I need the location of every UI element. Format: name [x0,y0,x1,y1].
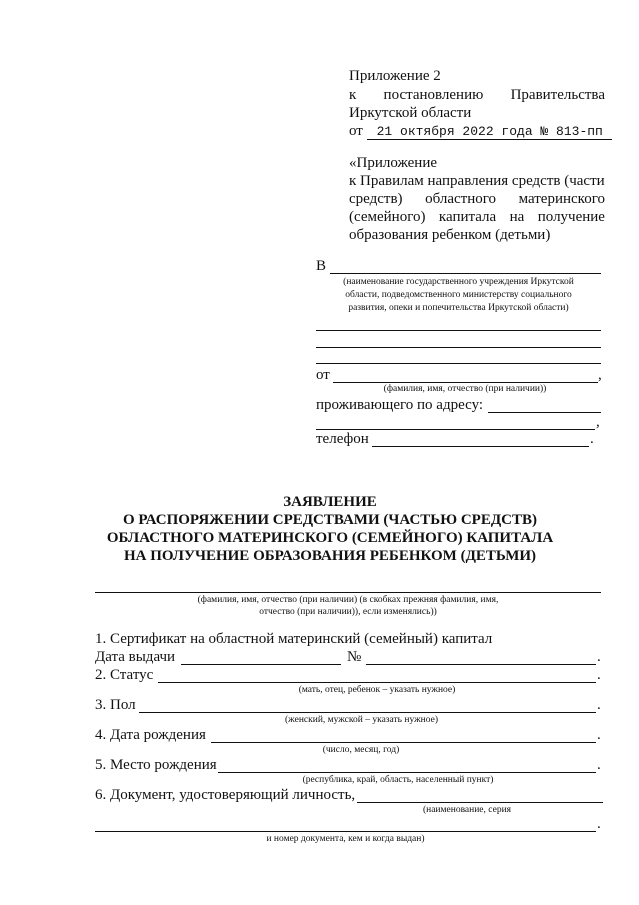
issue-dot: . [597,649,601,665]
birth-date-hint: (число, месяц, год) [322,745,400,755]
title-line-4: НА ПОЛУЧЕНИЕ ОБРАЗОВАНИЯ РЕБЕНКОМ (ДЕТЬМИ) [123,548,537,564]
certificate-label: 1. Сертификат на областной материнский (семейный) капитал [95,631,493,647]
rules-line-4 [349,209,605,226]
appendix-line-3: Иркутской области [349,105,472,121]
applicant-hint-2: отчество (при наличии)), если изменялись)) [259,607,437,617]
birth-place-label: 5. Место рождения [95,757,217,773]
rules-line-1: «Приложение [349,155,438,171]
id-hint-1: (наименование, серия [422,805,512,815]
sex-label: 3. Пол [95,697,136,713]
rules-3b: областного [425,191,497,207]
issue-date-line[interactable] [181,664,341,665]
to-hint-3: развития, опеки и попечительства Иркутской области) [348,303,569,313]
rules-4a: (семейного) [349,209,426,225]
birth-place-hint: (республика, край, область, населенный пункт) [302,775,494,785]
rules-line-2: к Правилам направления средств (части [349,173,605,189]
phone-line[interactable] [372,446,589,447]
to-line-2[interactable] [316,330,601,331]
sex-hint: (женский, мужской – указать нужное) [285,715,438,725]
to-hint-1: (наименование государственного учреждения Иркутской [343,277,574,287]
appendix-k: к [349,87,357,103]
rules-3c: материнского [518,191,605,207]
rules-line-3 [349,191,605,208]
sex-dot: . [597,697,601,713]
certificate-number-line[interactable] [366,664,596,665]
birth-place-line[interactable] [218,772,596,773]
to-prefix: В [316,258,327,274]
birth-date-dot: . [597,727,601,743]
birth-date-line[interactable] [211,742,596,743]
rules-4d: получение [537,209,605,225]
address-line-1[interactable] [488,412,601,413]
appendix-line-1: Приложение 2 [349,68,441,84]
appendix-resolution: постановлению [383,87,484,103]
appendix-date-row [349,123,612,140]
sex-line[interactable] [139,712,596,713]
rules-4c: на [509,209,525,225]
rules-line-5: образования ребенком (детьми) [349,227,551,243]
id-document-line-2[interactable] [95,831,596,832]
status-hint: (мать, отец, ребенок – указать нужное) [298,685,456,695]
address-comma: , [596,414,600,430]
number-sign: № [347,649,362,665]
from-line[interactable] [333,382,598,383]
birth-date-label: 4. Дата рождения [95,727,206,743]
address-label: проживающего по адресу: [316,397,484,413]
applicant-line[interactable] [95,592,601,593]
appendix-date-value: 21 октября 2022 года № 813-пп [367,124,612,140]
id-document-label: 6. Документ, удостоверяющий личность, [95,787,356,803]
rules-4b: капитала [438,209,497,225]
address-line-2[interactable] [316,429,595,430]
from-hint: (фамилия, имя, отчество (при наличии)) [383,384,547,394]
birth-place-dot: . [597,757,601,773]
title-line-3: ОБЛАСТНОГО МАТЕРИНСКОГО (СЕМЕЙНОГО) КАПИТАЛА [106,530,554,546]
to-line[interactable] [330,273,601,274]
to-line-3[interactable] [316,347,601,348]
phone-dot: . [590,431,594,447]
appendix-government: Правительства [510,87,605,103]
appendix-line-2 [349,87,605,104]
appendix-date-prefix: от [349,123,363,139]
status-line[interactable] [158,682,596,683]
id-document-dot: . [597,816,601,832]
to-line-4[interactable] [316,363,601,364]
id-hint-2: и номер документа, кем и когда выдан) [266,834,425,844]
status-label: 2. Статус [95,667,154,683]
id-document-line-1[interactable] [357,802,603,803]
title-line-1: ЗАЯВЛЕНИЕ [283,494,377,510]
status-dot: . [597,667,601,683]
from-comma: , [598,367,602,383]
applicant-hint-1: (фамилия, имя, отчество (при наличии) (в скобках прежняя фамилия, имя, [197,595,499,605]
issue-date-label: Дата выдачи [95,649,176,665]
to-hint-2: области, подведомственного министерству социального [345,290,572,300]
from-prefix: от [316,367,330,383]
rules-3a: средств) [349,191,403,207]
phone-label: телефон [316,431,369,447]
title-line-2: О РАСПОРЯЖЕНИИ СРЕДСТВАМИ (ЧАСТЬЮ СРЕДСТВ) [122,512,538,528]
